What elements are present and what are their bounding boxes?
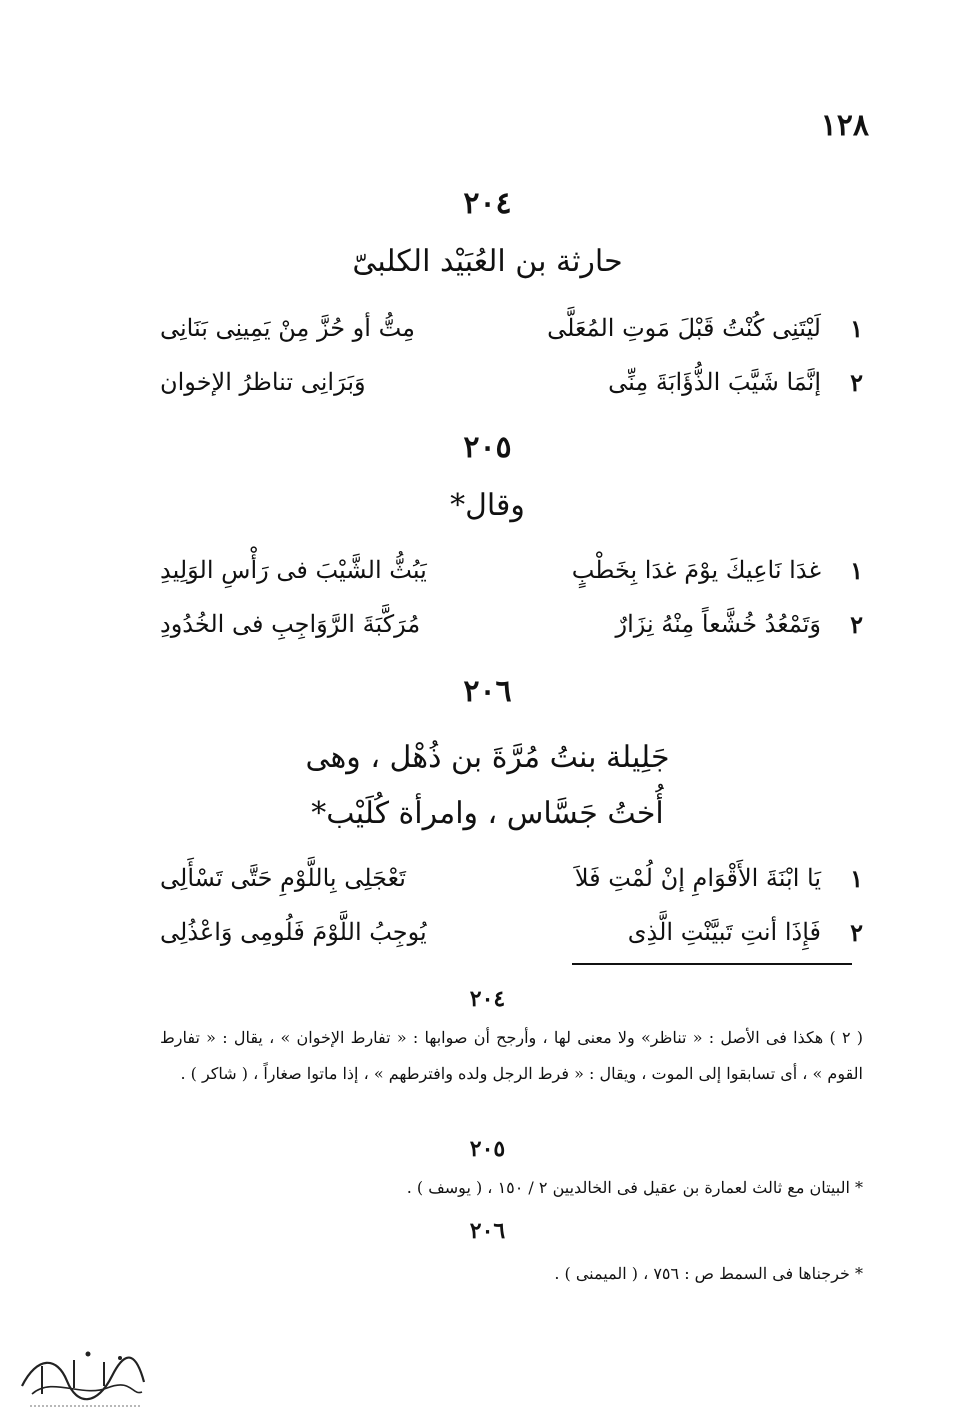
poem-number: ٢٠٤ [463,186,512,221]
poem-number: ٢٠٦ [463,674,512,709]
poem-title: حارثة بن العُبَيْد الكلبىّ [352,244,623,279]
verse [160,860,863,904]
poem-number: ٢٠٥ [463,430,512,465]
verse-second-hemistich: يَبُثُّ الشَّيْبَ فى رَأْسِ الوَلِيدِ [160,556,427,584]
footnote-separator [572,963,852,965]
verse-second-hemistich: مِتُّ أو حُزَّ مِنْ يَمِينِى بَنَانِى [160,314,415,342]
verse-number: ١ [850,314,863,343]
verse-number: ٢ [850,918,863,947]
verse-first-hemistich: لَيْتَنِى كُنْتُ قَبْلَ مَوتِ المُعَلَّى [547,314,821,342]
verse [160,914,863,958]
verse-number: ١ [850,864,863,893]
verse-number: ٢ [850,368,863,397]
verse [160,552,863,596]
verse [160,310,863,354]
verse-first-hemistich: يَا ابْنَةَ الأَقْوَامِ إنْ لُمْتِ فَلاَ [574,864,821,892]
poem-title: وقال* [450,488,525,523]
verse [160,364,863,408]
poem-title: أُختُ جَسَّاس ، وامرأة كُلَيْب* [311,796,664,831]
footnote-text: * خرجناها فى السمط ص : ٧٥٦ ، ( الميمنى ) . [554,1264,863,1283]
verse-number: ١ [850,556,863,585]
verse-number: ٢ [850,610,863,639]
footnote-section-number: ٢٠٦ [469,1218,506,1244]
verse-first-hemistich: وَتَمْعُدُ خُشَّعاً مِنْهُ نِزَارٌ [615,610,821,638]
footnote-section-number: ٢٠٥ [469,1136,506,1162]
verse-second-hemistich: يُوجِبُ اللَّوْمَ فَلُومِى وَاعْذُلِى [160,918,427,946]
footnote-text: * البيتان مع ثالث لعمارة بن عقيل فى الخالديين ٢ / ١٥٠ ، ( يوسف ) . [406,1178,863,1197]
library-stamp-logo [12,1336,152,1414]
poem-title: جَلِيلة بنتُ مُرَّةَ بن ذُهْل ، وهى [305,740,670,775]
verse-second-hemistich: تَعْجَلِى بِاللَّوْمِ حَتَّى تَسْأَلِى [160,864,406,892]
verse [160,606,863,650]
verse-first-hemistich: غدَا نَاعِيكَ يوْمَ غدَا بِخَطْبٍ [571,556,821,584]
footnote-text: ( ٢ ) هكذا فى الأصل : « تناظر» ولا معنى لها ، وأرجح أن صوابها : « تفارط الإخوان » ، يقال : « تفارط القوم » ، أى تسابقوا إلى الموت ، ويقال : « فرط الرجل ولده وافترطهم » ، إذا ماتوا صغاراً ، ( شاكر ) . [160,1028,864,1083]
verse-second-hemistich: مُرَكَّبَةَ الرَّوَاجِبِ فى الخُدُودِ [160,610,421,638]
verse-first-hemistich: فَإِذَا أنتِ تَبيَّنْتِ الَّذِى [627,918,821,946]
verse-second-hemistich: وَبَرَانِى تناظرُ الإخوان [160,368,366,396]
page-number: ١٢٨ [820,108,869,143]
verse-first-hemistich: إنَّمَا شَيَّبَ الذُّؤَابَةَ مِنِّى [608,368,821,396]
footnote-section-number: ٢٠٤ [469,986,506,1012]
